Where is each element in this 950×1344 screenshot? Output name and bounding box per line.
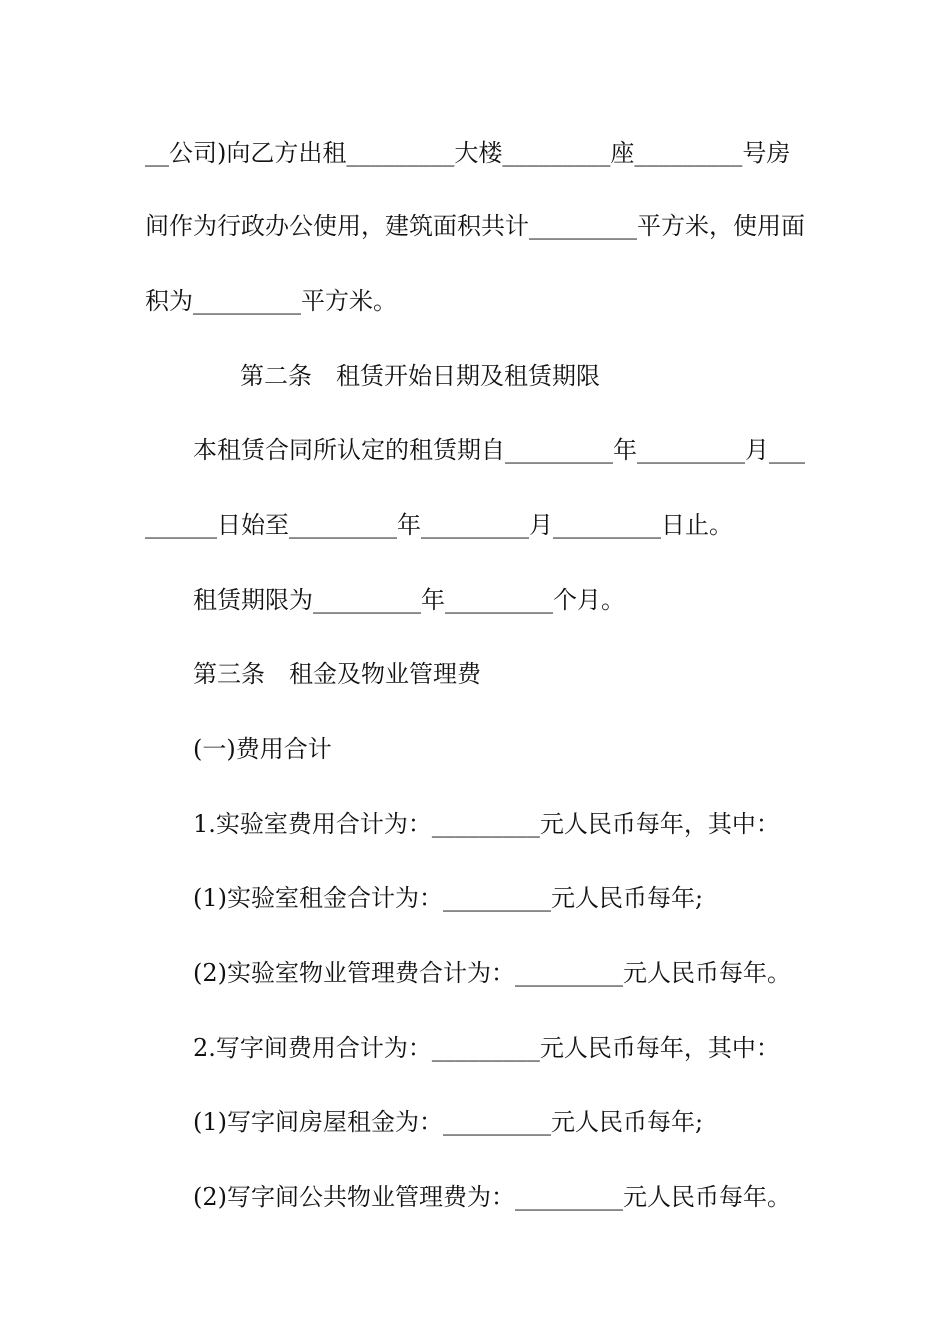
item-office-total: 2.写字间费用合计为：_________元人民币每年，其中：	[193, 1034, 780, 1062]
item-office-rent: (1)写字间房屋租金为：_________元人民币每年;	[193, 1108, 704, 1136]
item-lab-rent: (1)实验室租金合计为：_________元人民币每年;	[193, 884, 704, 912]
section-heading-total-fees: (一)费用合计	[193, 735, 332, 763]
article-heading-3: 第三条 租金及物业管理费	[193, 660, 481, 688]
article-heading-2: 第二条 租赁开始日期及租赁期限	[240, 362, 600, 390]
paragraph-line-building-area: 间作为行政办公使用，建筑面积共计_________平方米，使用面	[145, 212, 805, 240]
item-lab-management-fee: (2)实验室物业管理费合计为：_________元人民币每年。	[193, 959, 791, 987]
paragraph-line-usable-area: 积为_________平方米。	[145, 287, 397, 315]
paragraph-line-lease-term: 租赁期限为_________年_________个月。	[193, 586, 625, 614]
paragraph-line-lease-end: ______日始至_________年_________月_________日止。	[145, 511, 733, 539]
paragraph-line-lease-start: 本租赁合同所认定的租赁期自_________年_________月___	[193, 436, 805, 464]
paragraph-line-rent-location: __公司)向乙方出租_________大楼_________座_________号房	[145, 139, 791, 167]
item-office-management-fee: (2)写字间公共物业管理费为：_________元人民币每年。	[193, 1183, 791, 1211]
item-lab-total: 1.实验室费用合计为：_________元人民币每年，其中：	[193, 810, 780, 838]
